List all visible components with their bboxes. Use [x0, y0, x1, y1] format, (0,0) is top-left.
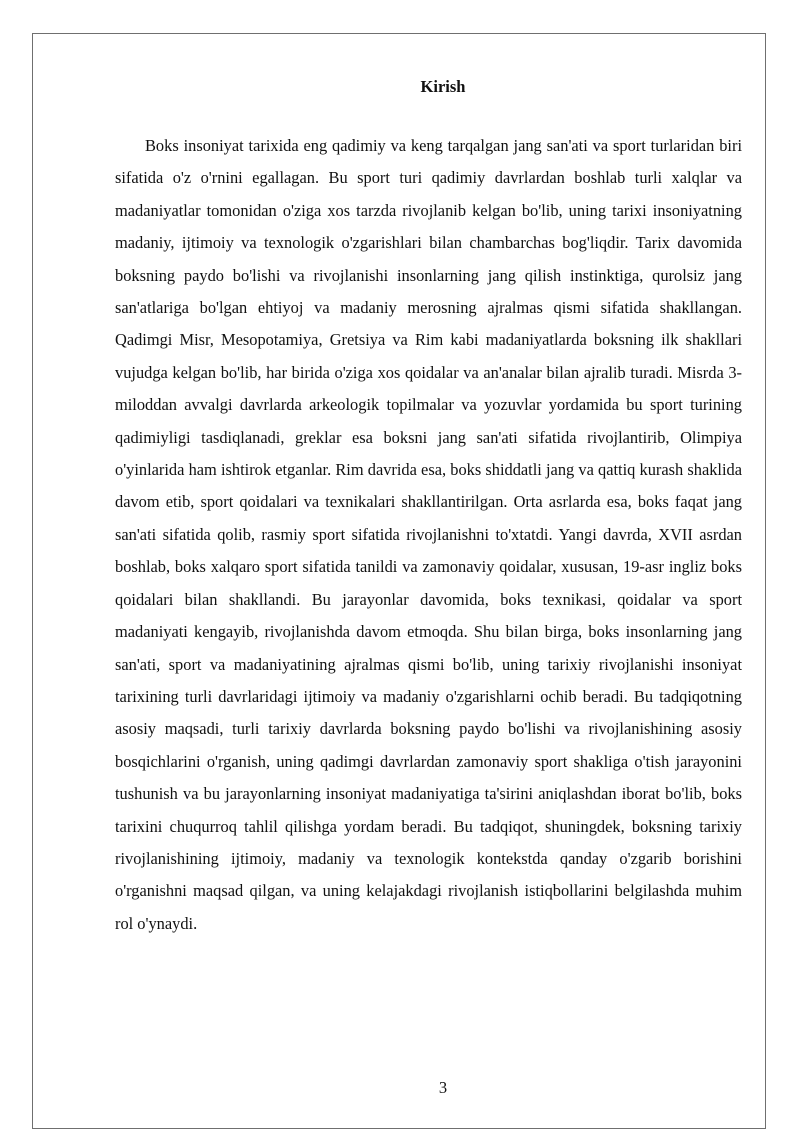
body-paragraph: Boks insoniyat tarixida eng qadimiy va keng tarqalgan jang san'ati va sport turlaridan biri sifatida o'z o'rnini egallagan. Bu sport turi qadimiy davrlardan boshlab turli xalqlar va madaniyatlar tomonidan o'ziga xos tarzda rivojlanib kelgan bo'lib, uning tarixi insoniyatning madaniy, ijtimoiy va texnologik o'zgarishlari bilan chambarchas bog'liqdir. Tarix davomida boksning paydo bo'lishi va rivojlanishi insonlarning jang qilish instinktiga, qurolsiz jang san'atlariga bo'lgan ehtiyoj va madaniy merosning ajralmas qismi sifatida shakllangan. Qadimgi Misr, Mesopotamiya, Gretsiya va Rim kabi madaniyatlarda boksning ilk shakllari vujudga kelgan bo'lib, har birida o'ziga xos qoidalar va an'analar bilan ajralib turadi. Misrda 3-miloddan avvalgi davrlarda arkeologik topilmalar va yozuvlar yordamida bu sport turining qadimiyligi tasdiqlanadi, greklar esa boksni jang san'ati sifatida rivojlantirib, Olimpiya o'yinlarida ham ishtirok etganlar. Rim davrida esa, boks shiddatli jang va qattiq kurash shaklida davom etib, sport qoidalari va texnikalari shakllantirilgan. Orta asrlarda esa, boks faqat jang san'ati sifatida qolib, rasmiy sport sifatida rivojlanishni to'xtatdi. Yangi davrda, XVII asrdan boshlab, boks xalqaro sport sifatida tanildi va zamonaviy qoidalar, xususan, 19-asr ingliz boks qoidalari bilan shakllandi. Bu jarayonlar davomida, boks texnikasi, qoidalar va sport madaniyati kengayib, rivojlanishda davom etmoqda. Shu bilan birga, boks insonlarning jang san'ati, sport va madaniyatining ajralmas qismi bo'lib, uning tarixiy rivojlanishi insoniyat tarixining turli davrlaridagi ijtimoiy va madaniy o'zgarishlarni ochib beradi. Bu tadqiqotning asosiy maqsadi, turli tarixiy davrlarda boksning paydo bo'lishi va rivojlanishining asosiy bosqichlarini o'rganish, uning qadimgi davrlardan zamonaviy sport shakliga o'tish jarayonini tushunish va bu jarayonlarning insoniyat madaniyatiga ta'sirini aniqlashdan iborat bo'lib, boks tarixini chuqurroq tahlil qilishga yordam beradi. Bu tadqiqot, shuningdek, boksning tarixiy rivojlanishining ijtimoiy, madaniy va texnologik kontekstda qanday o'zgarib borishini o'rganishni maqsad qilgan, va uning kelajakdagi rivojlanish istiqbollarini belgilashda muhim rol o'ynaydi.	[115, 136, 742, 933]
page-title: Kirish	[420, 77, 466, 96]
page-number: 3	[438, 1078, 448, 1097]
